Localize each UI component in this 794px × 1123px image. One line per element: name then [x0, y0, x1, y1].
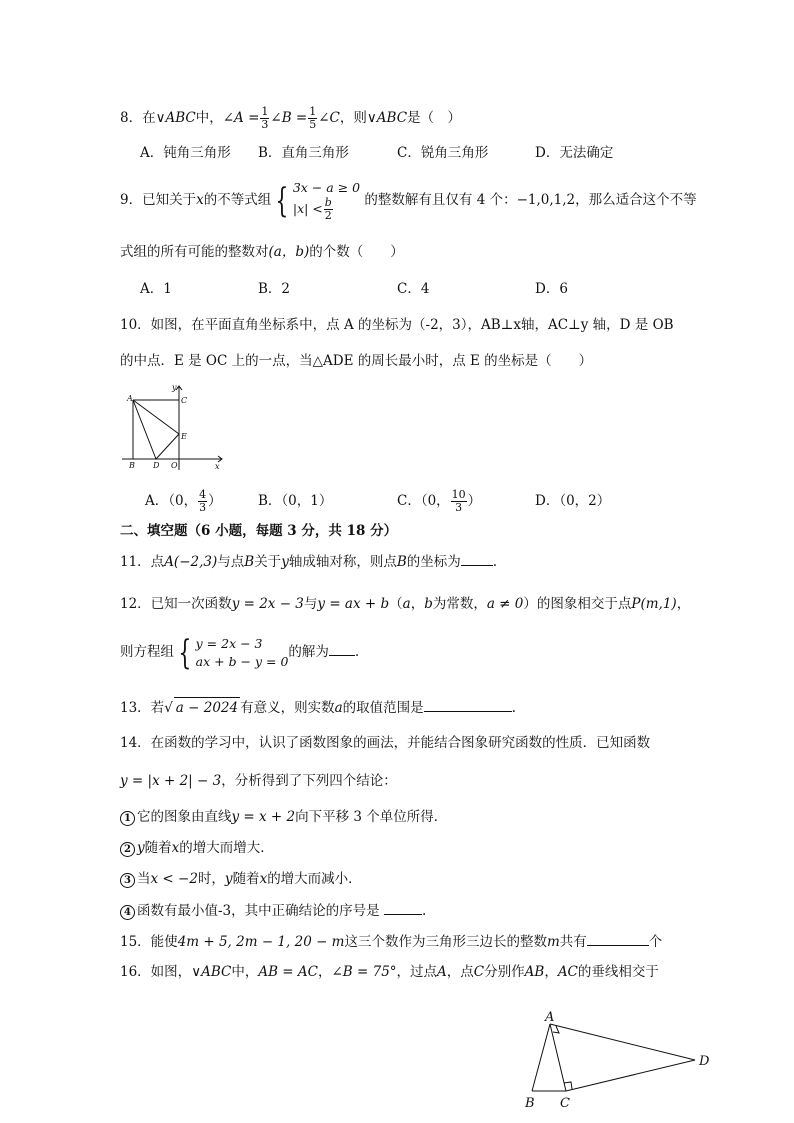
q12-answer-blank[interactable]	[329, 641, 355, 656]
q14-stem-line1: 14．在函数的学习中，认识了函数图象的画法，并能结合图象研究函数的性质．已知函数	[120, 735, 651, 751]
q15-answer-blank[interactable]	[587, 931, 649, 946]
q10-option-c: C．（0， $\frac{10}{3}$ ）	[397, 488, 482, 514]
q10-stem-line2: 的中点．E 是 OC 上的一点，当△ADE 的周长最小时，点 E 的坐标是（ ）	[120, 353, 593, 369]
q10-figure	[118, 382, 228, 472]
q14-conclusion-4: 4 函数有最小值-3，其中正确结论的序号是 .	[120, 900, 426, 921]
q12-stem-line2: 则方程组 { y = 2x − 3 ax + b − y = 0 的解为 .	[120, 632, 360, 673]
q13-stem: 13．若√ a − 2024 有意义，则实数a的取值范围是 .	[120, 697, 516, 718]
q10-label-a: A	[127, 394, 133, 403]
q10-label-b: B	[129, 461, 135, 470]
q11-answer-blank[interactable]	[461, 551, 493, 566]
q10-label-o: O	[171, 461, 178, 470]
q9-stem: 9．已知关于x的不等式组 { 3x − a ≥ 0 |x| < $\frac{b}{2}$ 的整数解有且仅有 4 个：−1,0,1,2，那么适合这个不等	[120, 180, 697, 222]
q15-stem: 15．能使4m + 5, 2m − 1, 20 − m这三个数作为三角形三边长的整数m共有 个	[120, 931, 662, 952]
q16-stem: 16．如图，∨ABC中，AB = AC，∠B = 75°，过点A，点C分别作AB，AC的垂线相交于	[120, 964, 659, 980]
q8-option-a: A．钝角三角形	[140, 145, 231, 161]
q14-conclusion-3: 3 当x < −2时，y随着x的增大而减小．	[120, 869, 362, 889]
q10-label-y: y	[172, 383, 177, 392]
q10-option-a: A．（0， $\frac{4}{3}$ ）	[145, 488, 222, 514]
q16-label-c: C	[560, 1096, 570, 1111]
q10-stem-line1: 10．如图，在平面直角坐标系中，点 A 的坐标为（-2，3），AB⊥x轴，AC⊥y 轴，D 是 OB	[120, 317, 674, 333]
q8-option-b: B．直角三角形	[258, 145, 349, 161]
q9-option-d: D．6	[535, 281, 568, 297]
q11-stem: 11．点A(−2,3)与点B关于y轴成轴对称，则点B的坐标为 .	[120, 551, 497, 572]
q10-label-x: x	[215, 462, 220, 471]
q8-option-c: C．锐角三角形	[397, 145, 489, 161]
q10-label-d: D	[153, 461, 160, 470]
q10-option-d: D．（0，2）	[535, 493, 611, 509]
q16-label-b: B	[525, 1096, 535, 1111]
q10-label-e: E	[181, 432, 187, 441]
q13-answer-blank[interactable]	[424, 697, 512, 712]
q9-option-b: B．2	[258, 281, 291, 297]
q9-option-c: C．4	[397, 281, 430, 297]
q16-label-d: D	[699, 1054, 710, 1069]
section-2-heading: 二、填空题（6 小题，每题 3 分，共 18 分）	[120, 523, 398, 539]
q8-stem: 8．在∨ABC中，∠A = $\frac{1}{3}$ ∠B = $\frac{1}{5}$ ∠C，则∨ABC是（ ）	[120, 105, 462, 131]
q10-option-b: B．（0，1）	[258, 493, 333, 509]
q14-conclusion-2: 2 y随着x的增大而增大．	[120, 838, 274, 858]
q16-label-a: A	[545, 1010, 555, 1025]
q14-answer-blank[interactable]	[384, 900, 422, 915]
q8-option-d: D．无法确定	[535, 145, 614, 161]
q9-option-a: A．1	[140, 281, 172, 297]
q14-conclusion-1: 1 它的图象由直线y = x + 2向下平移 3 个单位所得．	[120, 807, 447, 827]
q16-figure	[520, 1005, 720, 1115]
q14-stem-line2: y = |x + 2| − 3，分析得到了下列四个结论：	[120, 773, 397, 789]
q10-label-c: C	[181, 396, 188, 405]
q9-stem-line2: 式组的所有可能的整数对(a，b)的个数（ ）	[120, 244, 404, 260]
q12-stem: 12．已知一次函数y = 2x − 3与y = ax + b（a，b为常数，a ≠ 0）的图象相交于点P(m,1)，	[120, 596, 691, 612]
